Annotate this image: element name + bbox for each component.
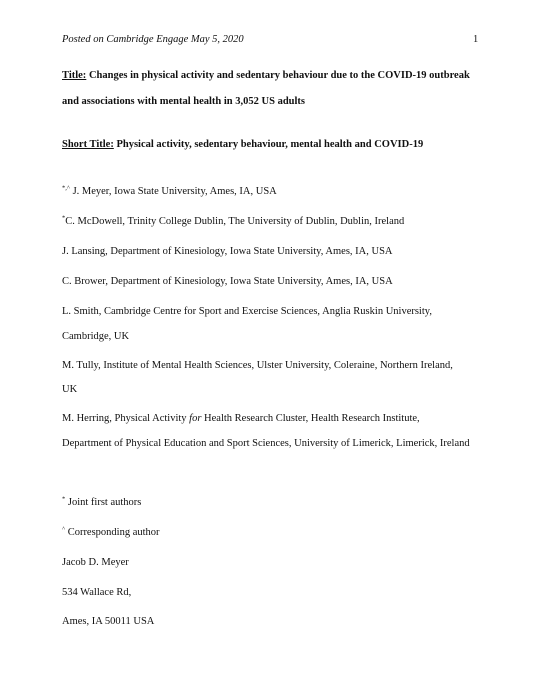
author-mcdowell [62,216,404,227]
address-city: Ames, IA 50011 USA [62,616,155,627]
short-title-line [62,139,423,150]
note-corresponding [62,527,160,538]
author-text: C. McDowell, Trinity College Dublin, The University of Dublin, Dublin, Ireland [65,216,405,227]
author-herring [62,413,420,424]
author-smith: L. Smith, Cambridge Centre for Sport and Exercise Sciences, Anglia Ruskin University, [62,306,432,317]
note-mark: ^ [62,525,66,533]
author-tully-cont: UK [62,384,78,395]
author-text-post: Health Research Cluster, Health Research Institute, [201,413,420,424]
note-text: Corresponding author [65,527,160,538]
author-mark: * [62,214,66,222]
author-text-pre: M. Herring, Physical Activity [62,413,190,424]
page-number: 1 [473,34,479,45]
author-meyer [62,186,277,197]
note-text: Joint first authors [65,497,142,508]
author-mark: *,^ [62,184,70,192]
title-text-1: Changes in physical activity and sedentary behaviour due to the COVID-19 outbreak [86,70,470,81]
note-mark: * [62,495,66,503]
short-title-text: Physical activity, sedentary behaviour, mental health and COVID-19 [113,139,424,150]
short-title-label: Short Title: [62,139,114,150]
note-joint-first [62,497,141,508]
author-smith-cont: Cambridge, UK [62,331,130,342]
address-name: Jacob D. Meyer [62,557,129,568]
author-text: J. Meyer, Iowa State University, Ames, IA, USA [69,186,277,197]
page-header: Posted on Cambridge Engage May 5, 2020 [62,34,244,45]
author-text-em: for [189,413,202,424]
title-line-1 [62,70,470,81]
title-line-2: and associations with mental health in 3,052 US adults [62,96,306,107]
address-street: 534 Wallace Rd, [62,587,132,598]
author-tully: M. Tully, Institute of Mental Health Sciences, Ulster University, Coleraine, Northern Ireland, [62,360,453,371]
author-herring-cont: Department of Physical Education and Sport Sciences, University of Limerick, Limerick, Ireland [62,438,470,449]
title-label: Title: [62,70,87,81]
author-brower: C. Brower, Department of Kinesiology, Iowa State University, Ames, IA, USA [62,276,393,287]
author-lansing: J. Lansing, Department of Kinesiology, Iowa State University, Ames, IA, USA [62,246,393,257]
